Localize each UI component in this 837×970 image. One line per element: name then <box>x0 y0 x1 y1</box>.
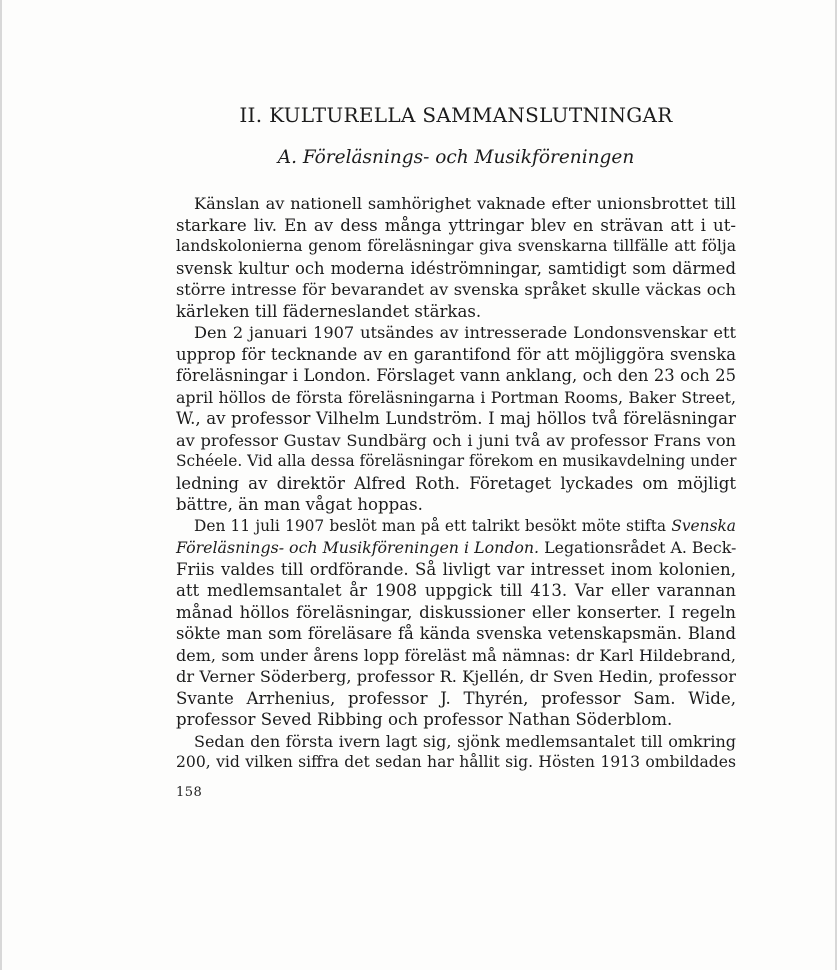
text-line: Den 2 januari 1907 utsändes av intresserade Londonsvenskar ett <box>194 323 736 342</box>
text-line: bättre, än man vågat hoppas. <box>176 495 423 514</box>
text-line: Sedan den första ivern lagt sig, sjönk medlemsantalet till omkring <box>194 732 736 751</box>
text-line <box>194 516 736 538</box>
text-line: svensk kultur och moderna idéströmningar, samtidigt som därmed <box>176 259 736 278</box>
text-line: ledning av direktör Alfred Roth. Företaget lyckades om möjligt <box>176 474 736 493</box>
chapter-heading: II. KULTURELLA SAMMANSLUTNINGAR <box>239 103 673 127</box>
society-name-italic: Svenska <box>671 517 736 535</box>
text-line: föreläsningar i London. Förslaget vann anklang, och den 23 och 25 <box>176 366 736 385</box>
text-line: av professor Gustav Sundbärg och i juni två av professor Frans von <box>176 431 736 450</box>
text-line: dem, som under årens lopp föreläst må nämnas: dr Karl Hildebrand, <box>176 646 736 665</box>
section-subheading: A. Föreläsnings- och Musikföreningen <box>277 147 635 168</box>
text-line: W., av professor Vilhelm Lundström. I maj höllos två föreläsningar <box>176 409 736 428</box>
text-line <box>176 537 736 559</box>
text-line: april höllos de första föreläsningarna i Portman Rooms, Baker Street, <box>176 388 736 407</box>
page-number: 158 <box>176 785 203 800</box>
text-line: upprop för tecknande av en garantifond för att möjliggöra svenska <box>176 345 736 364</box>
text-line: sökte man som föreläsare få kända svenska vetenskapsmän. Bland <box>176 624 736 643</box>
text-line: professor Seved Ribbing och professor Nathan Söderblom. <box>176 710 673 729</box>
text-line: kärleken till fäderneslandet stärkas. <box>176 302 482 321</box>
text-line: dr Verner Söderberg, professor R. Kjellén, dr Sven Hedin, professor <box>176 667 736 686</box>
text-line: Friis valdes till ordförande. Så livligt var intresset inom kolonien, <box>176 560 736 579</box>
text-line: större intresse för bevarandet av svenska språket skulle väckas och <box>176 280 736 299</box>
text-line: att medlemsantalet år 1908 uppgick till 413. Var eller varannan <box>176 581 736 600</box>
society-name-italic: Föreläsnings- och Musikföreningen i London. <box>176 538 540 557</box>
text-line: starkare liv. En av dess många yttringar blev en strävan att i ut- <box>176 216 736 235</box>
text-run: Den 11 juli 1907 beslöt man på ett talrikt besökt möte stifta <box>194 517 667 535</box>
page-edge-left <box>0 0 2 970</box>
text-line: 200, vid vilken siffra det sedan har hållit sig. Hösten 1913 ombildades <box>176 753 736 771</box>
text-line: Schéele. Vid alla dessa föreläsningar förekom en musikavdelning under <box>176 452 737 470</box>
text-line: Känslan av nationell samhörighet vaknade efter unionsbrottet till <box>194 194 736 213</box>
text-line: landskolonierna genom föreläsningar giva svenskarna tillfälle att följa <box>176 237 736 255</box>
text-line: månad höllos föreläsningar, diskussioner eller konserter. I regeln <box>176 603 736 622</box>
text-run: Legationsrådet A. Beck- <box>544 538 737 557</box>
text-line: Svante Arrhenius, professor J. Thyrén, professor Sam. Wide, <box>176 689 736 708</box>
